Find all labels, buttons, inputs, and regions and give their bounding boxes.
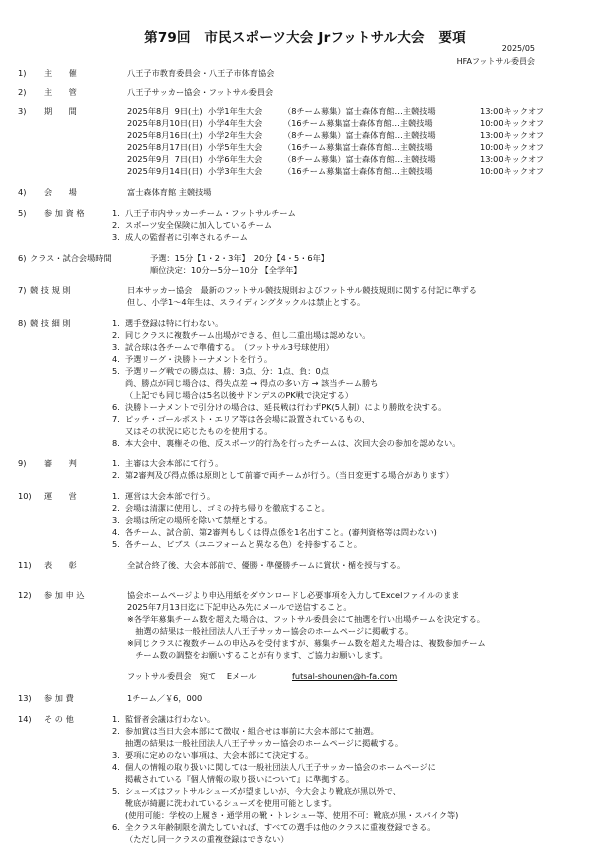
schedule-time: 13:00キックオフ xyxy=(480,106,545,116)
schedule-info: （16チーム募集富士森体育館…主競技場 xyxy=(283,142,433,152)
list-item: 1. 八王子市内サッカーチーム・フットサルチーム xyxy=(112,208,296,218)
section-12-label: 参 加 申 込 xyxy=(44,590,85,600)
section-14-label: そ の 他 xyxy=(44,714,74,724)
list-item: 3. 要項に定めのない事項は、大会本部にて決定する。 xyxy=(112,750,314,760)
section-5-number: 5) xyxy=(18,208,27,218)
list-item: 2. スポーツ安全保険に加入しているチーム xyxy=(112,220,273,230)
schedule-date: 2025年8月17日(日) xyxy=(127,142,203,152)
schedule-date: 2025年9月 7日(日) xyxy=(127,154,203,164)
section-2-text: 八王子サッカー協会・フットサル委員会 xyxy=(127,87,274,97)
list-item: 1. 主審は大会本部にて行う。 xyxy=(112,458,224,468)
section-3-number: 3) xyxy=(18,106,27,116)
section-12-line: 協会ホームページより申込用紙をダウンロードし必要事項を入力してExcelファイルのまま xyxy=(127,590,460,600)
list-item: 3. 試合球は各チームで準備する。 （フットサル3号球使用） xyxy=(112,342,334,352)
schedule-grade: 小学5年生大会 xyxy=(208,142,263,152)
section-11-text: 全試合終了後、大会本部前で、優勝・準優勝チームに賞状・楯を授与する。 xyxy=(127,560,406,570)
schedule-time: 13:00キックオフ xyxy=(480,154,545,164)
list-item: 5. 予選リーグ戦での勝点は、勝：3点、分：1点、負：0点 xyxy=(112,366,329,376)
section-13-number: 13) xyxy=(18,693,32,703)
list-item: 5. 各チーム、ビブス（ユニフォームと異なる色）を持参すること。 xyxy=(112,539,362,549)
section-12-number: 12) xyxy=(18,590,32,600)
section-7-line: 但し、小学1～4年生は、スライディングタックルは禁止とする。 xyxy=(127,297,366,307)
section-7-number: 7) xyxy=(18,285,27,295)
section-2-number: 2) xyxy=(18,87,27,97)
list-item: 4. 予選リーグ・決勝トーナメントを行う。 xyxy=(112,354,273,364)
schedule-info: （16チーム募集富士森体育館…主競技場 xyxy=(283,166,433,176)
page-title: 第79回 市民スポーツ大会 Jrフットサル大会 要項 xyxy=(144,30,466,46)
list-item: 2. 会場は清潔に使用し、ゴミの持ち帰りを徹底すること。 xyxy=(112,503,330,513)
section-11-number: 11) xyxy=(18,560,32,570)
section-12-line: 抽選の結果は一般社団法人八王子サッカー協会のホームページに掲載する。 xyxy=(127,626,414,636)
section-8-label: 競 技 細 則 xyxy=(30,318,71,328)
schedule-info: （8チーム募集）富士森体育館…主競技場 xyxy=(283,154,436,164)
list-item: 4. 各チーム、試合前、第2審判もしくは得点係を1名出すこと。(審判資格等は問わない) xyxy=(112,527,437,537)
schedule-grade: 小学6年生大会 xyxy=(208,154,263,164)
section-9-number: 9) xyxy=(18,458,27,468)
list-item: （上記でも同じ場合は5名以後サドンデスのPK戦で決定する） xyxy=(112,390,354,400)
section-4-label: 会 場 xyxy=(44,187,77,197)
section-11-label: 表 彰 xyxy=(44,560,77,570)
list-item: 1. 監督者会議は行わない。 xyxy=(112,714,216,724)
section-6-number: 6) xyxy=(18,253,27,263)
section-13-text: 1チーム／￥6，000 xyxy=(127,693,203,703)
section-3-label: 期 間 xyxy=(44,106,77,116)
list-item: 7. ピッチ・ゴールポスト・エリア等は各会場に設置されているもの、 xyxy=(112,414,370,424)
list-item: 3. 成人の監督者に引率されるチーム xyxy=(112,232,248,242)
schedule-grade: 小学3年生大会 xyxy=(208,166,263,176)
section-9-label: 審 判 xyxy=(44,458,77,468)
schedule-time: 10:00キックオフ xyxy=(480,166,545,176)
schedule-grade: 小学2年生大会 xyxy=(208,130,263,140)
list-item: （ただし同一クラスの重複登録はできない） xyxy=(112,834,289,844)
section-1-number: 1) xyxy=(18,68,27,78)
schedule-time: 10:00キックオフ xyxy=(480,142,545,152)
section-8-number: 8) xyxy=(18,318,27,328)
list-item: 靴底が綺麗に洗われているシューズを使用可能とします。 xyxy=(112,798,337,808)
section-12-line: チーム数の調整をお願いすることが有ります、ご協力お願いします。 xyxy=(127,650,388,660)
schedule-info: （8チーム募集）富士森体育館…主競技場 xyxy=(283,106,436,116)
section-6-line: 順位決定：10分ー5分ー10分 【全学年】 xyxy=(150,265,302,275)
section-7-label: 競 技 規 則 xyxy=(30,285,71,295)
section-7-line: 日本サッカー協会 最新のフットサル競技規則およびフットサル競技規則に関する付記に準ずる xyxy=(127,285,477,295)
section-14-number: 14) xyxy=(18,714,32,724)
list-item: 6. 全クラス年齢制限を満たしていれば、すべての選手は他のクラスに重複登録できる。 xyxy=(112,822,436,832)
list-item: 3. 会場は所定の場所を除いて禁煙とする。 xyxy=(112,515,273,525)
schedule-grade: 小学1年生大会 xyxy=(208,106,263,116)
section-5-label: 参 加 資 格 xyxy=(44,208,85,218)
section-2-label: 主 管 xyxy=(44,87,77,97)
section-4-number: 4) xyxy=(18,187,27,197)
document-date: 2025/05 xyxy=(501,44,535,53)
section-4-text: 富士森体育館 主競技場 xyxy=(127,187,212,197)
schedule-time: 10:00キックオフ xyxy=(480,118,545,128)
list-item: 6. 決勝トーナメントで引分けの場合は、延長戦は行わずPK(5人制）により勝敗を決する。 xyxy=(112,402,447,412)
schedule-date: 2025年8月10日(日) xyxy=(127,118,203,128)
schedule-info: （8チーム募集）富士森体育館…主競技場 xyxy=(283,130,436,140)
contact-label: フットサル委員会 宛て Eメール xyxy=(127,671,257,681)
list-item: (使用可能：学校の上履き・通学用の靴・トレシュー等、使用不可：靴底が黒・スパイク等) xyxy=(112,810,459,820)
section-1-text: 八王子市教育委員会・八王子市体育協会 xyxy=(127,68,275,78)
section-10-label: 運 営 xyxy=(44,491,77,501)
list-item: 掲載されている『個人情報の取り扱いについて』に準拠する。 xyxy=(112,774,355,784)
section-13-label: 参 加 費 xyxy=(44,693,74,703)
section-6-line: 予選：15分【1・2・3年】 20分【4・5・6年】 xyxy=(150,253,329,263)
section-12-line: 2025年7月13日迄に下記申込み先にメールで送信すること。 xyxy=(127,602,352,612)
list-item: 4. 個人の情報の取り扱いに関しては一般社団法人八王子サッカー協会のホームページに xyxy=(112,762,436,772)
list-item: 5. シューズはフットサルシューズが望ましいが、今大会より靴底が黒以外で、 xyxy=(112,786,401,796)
schedule-time: 13:00キックオフ xyxy=(480,130,545,140)
list-item: 2. 第2審判及び得点係は原則として前審で両チームが行う。（当日変更する場合があります） xyxy=(112,470,454,480)
section-10-number: 10) xyxy=(18,491,32,501)
list-item: 2. 参加賞は当日大会本部にて徴収・組合せは事前に大会本部にて抽選。 xyxy=(112,726,379,736)
schedule-date: 2025年8月 9日(土) xyxy=(127,106,203,116)
schedule-date: 2025年9月14日(日) xyxy=(127,166,203,176)
list-item: 1. 選手登録は特に行わない。 xyxy=(112,318,224,328)
schedule-date: 2025年8月16日(土) xyxy=(127,130,203,140)
section-6-label: クラス・試合会場時間 xyxy=(30,253,112,263)
contact-email-link[interactable]: futsal-shounen@h-fa.com xyxy=(292,671,398,681)
schedule-grade: 小学4年生大会 xyxy=(208,118,263,128)
list-item: 1. 運営は大会本部で行う。 xyxy=(112,491,216,501)
section-1-label: 主 催 xyxy=(44,68,77,78)
document-organization: HFAフットサル委員会 xyxy=(456,57,535,66)
schedule-info: （16チーム募集富士森体育館…主競技場 xyxy=(283,118,433,128)
list-item: 尚、勝点が同じ場合は、得失点差 → 得点の多い方 → 該当チーム勝ち xyxy=(112,378,379,388)
list-item: 2. 同じクラスに複数チーム出場ができる、但し二重出場は認めない。 xyxy=(112,330,371,340)
section-12-line: ※各学年募集チーム数を超えた場合は、フットサル委員会にて抽選を行い出場チームを決定する。 xyxy=(127,614,485,624)
list-item: 又はその状況に応じたものを使用する。 xyxy=(112,426,273,436)
section-12-line: ※同じクラスに複数チームの申込みを受付ますが、募集チーム数を超えた場合は、複数参加チーム xyxy=(127,638,486,648)
list-item: 8. 本大会中、裏権その他、反スポーツ的行為を行ったチームは、次回大会の参加を認めない。 xyxy=(112,438,461,448)
list-item: 抽選の結果は一般社団法人八王子サッカー協会のホームページに掲載する。 xyxy=(112,738,404,748)
